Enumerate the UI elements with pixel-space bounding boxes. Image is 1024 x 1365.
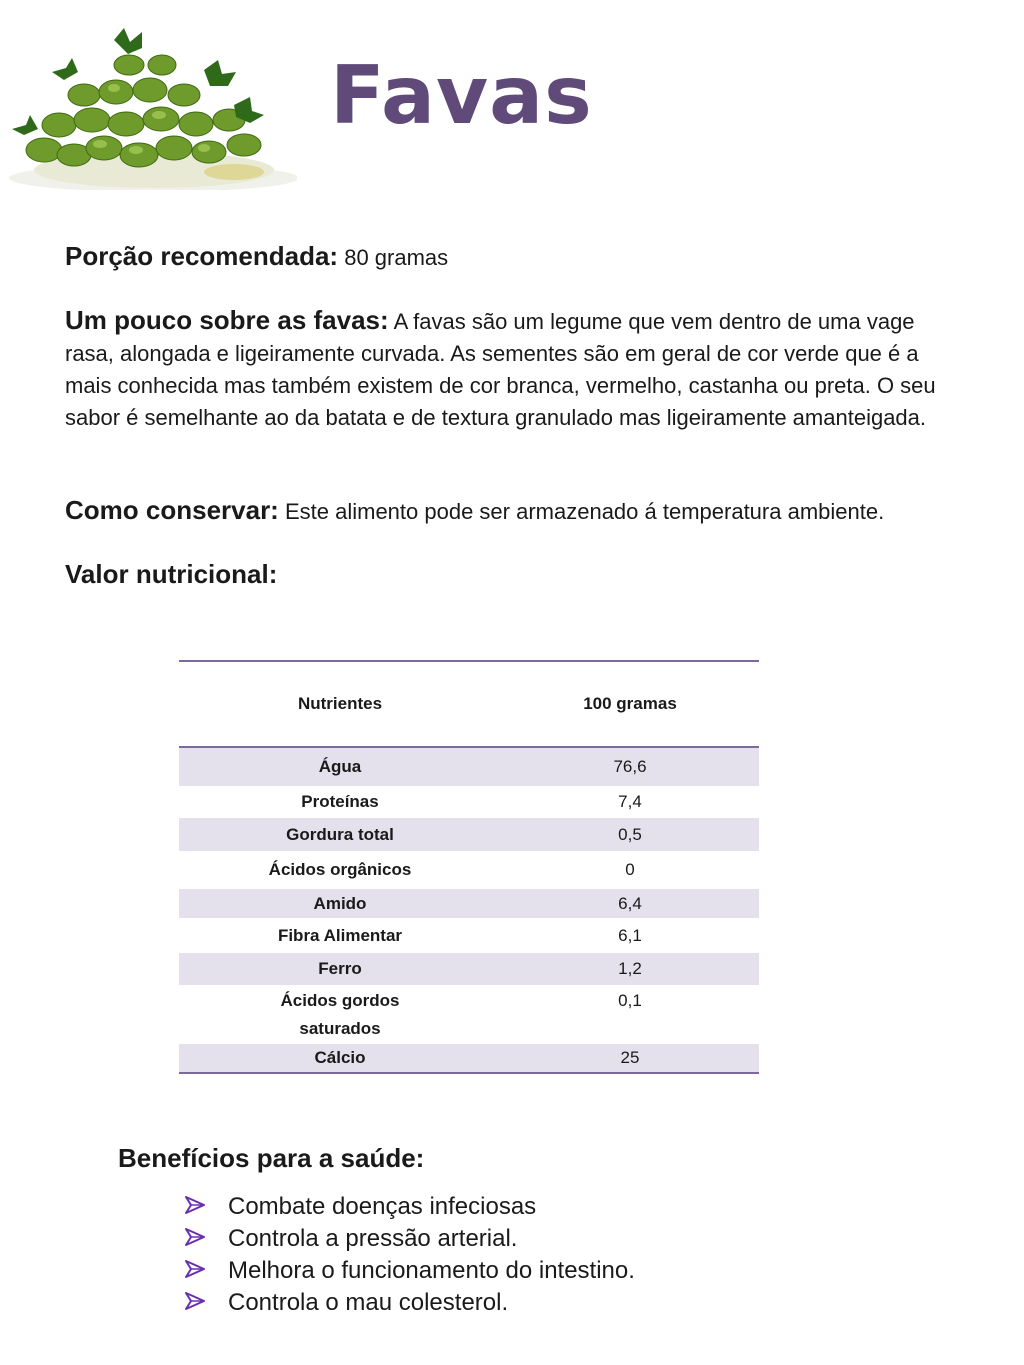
benefits-list [185,1191,635,1319]
table-row [179,851,759,889]
table-row [179,818,759,851]
table-row [179,985,759,1044]
nutrient-name: Ferro [318,959,362,978]
nutrient-name: Cálcio [314,1048,366,1067]
nutrient-value: 6,1 [618,925,642,945]
nutrient-value: 7,4 [618,792,642,811]
benefit-text: Controla o mau colesterol. [228,1289,509,1316]
list-item [185,1191,635,1223]
nutrition-heading: Valor nutricional: [65,559,278,589]
header-amount: 100 gramas [583,694,677,713]
table-row [179,1044,759,1072]
arrow-bullet-icon [185,1289,228,1317]
page-title: Favas [330,49,593,142]
nutrient-value: 0,1 [618,991,642,1010]
arrow-bullet-icon [185,1257,228,1285]
nutrient-name: Proteínas [301,792,379,811]
fava-beans-photo [4,20,297,190]
list-item [185,1255,635,1287]
conserve-text: Este alimento pode ser armazenado á temperatura ambiente. [284,499,885,524]
about-text: A favas são um legume que vem dentro de uma vage rasa, alongada e ligeiramente curvada. As sementes são em geral de cor verde que é a mais conhecida mas também existem de cor branca, vermelho, castanha ou preta. O seu sabor é semelhante ao da batata e de textura granulado mas ligeiramente amanteigada. [65,309,936,430]
about-label: Um pouco sobre as favas: [65,305,389,335]
nutrient-value: 1,2 [618,959,642,978]
table-row [179,953,759,985]
arrow-bullet-icon [185,1193,228,1221]
header-nutrients: Nutrientes [297,694,383,713]
nutrient-value: 0,5 [618,824,642,844]
table-row [179,748,759,786]
portion-paragraph [65,240,965,274]
nutrient-name: Água [318,757,362,776]
table-row [179,786,759,818]
nutrient-name: Amido [313,893,367,913]
nutrition-table [179,660,759,1074]
nutrient-name: Ácidos gordos saturados [280,991,400,1038]
nutrient-name: Ácidos orgânicos [268,860,412,879]
benefit-text: Melhora o funcionamento do intestino. [228,1257,635,1284]
arrow-bullet-icon [185,1225,228,1253]
about-paragraph [65,304,965,434]
portion-value: 80 gramas [344,245,449,270]
conserve-paragraph [65,494,965,528]
list-item [185,1287,635,1319]
table-row [179,889,759,918]
nutrient-value: 0 [625,860,635,879]
list-item [185,1223,635,1255]
benefits-heading: Benefícios para a saúde: [118,1143,425,1173]
nutrient-value: 25 [620,1048,640,1067]
nutrient-value: 6,4 [618,893,642,913]
table-row [179,918,759,953]
nutrient-name: Fibra Alimentar [277,925,403,945]
conserve-label: Como conservar: [65,495,279,525]
nutrient-name: Gordura total [286,824,394,844]
nutrient-value: 76,6 [613,757,647,776]
benefit-text: Combate doenças infeciosas [228,1193,537,1220]
benefit-text: Controla a pressão arterial. [228,1225,518,1252]
portion-label: Porção recomendada: [65,241,339,271]
table-header [179,662,759,748]
